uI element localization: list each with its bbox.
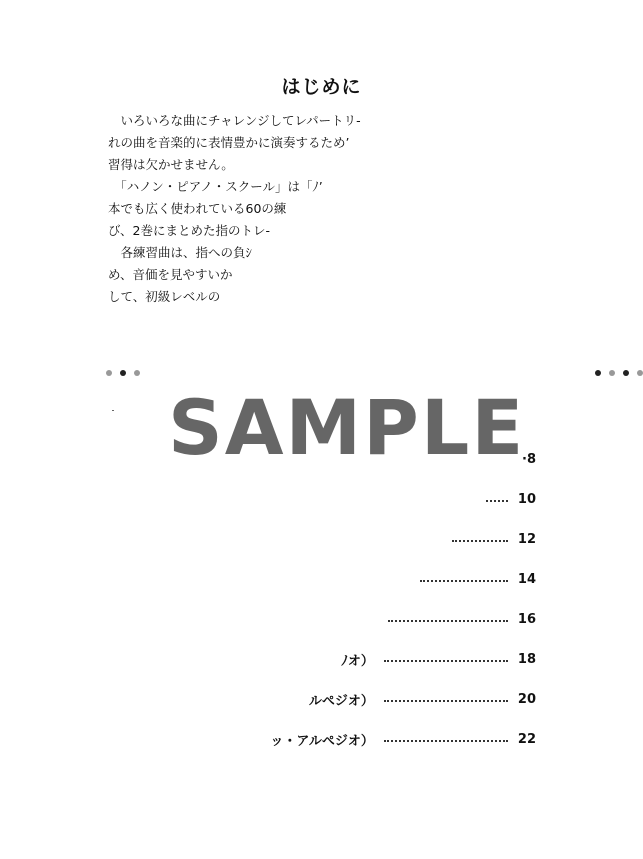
section-divider-dots-left: [106, 370, 140, 376]
intro-line: 習得は欠かせません。: [108, 157, 234, 172]
toc-leader: [384, 660, 508, 662]
toc-entry: [378, 608, 536, 630]
divider-dot: [637, 370, 643, 376]
toc-entry-page: 12: [517, 531, 536, 547]
toc-leader: [420, 580, 508, 582]
toc-entry-page: ·8: [522, 451, 536, 467]
intro-line: 本でも広く使われている60の練: [108, 201, 287, 216]
divider-dot: [623, 370, 629, 376]
toc-entry: [341, 648, 536, 670]
toc-entry: [270, 728, 536, 750]
toc-entry-label: ルペジオ）: [308, 693, 374, 709]
sample-watermark: SAMPLE: [168, 383, 526, 472]
toc-entry-label: ッ・アルペジオ）: [270, 733, 374, 749]
intro-line: び、2巻にまとめた指のトレ-: [108, 223, 270, 238]
toc-entry-label: ﾉオ）: [341, 653, 374, 669]
intro-text: [108, 110, 408, 308]
intro-line: して、初級レベルの: [108, 289, 221, 304]
toc-entry: [442, 528, 536, 550]
intro-line: いろいろな曲にチャレンジしてレパートリ-: [108, 113, 361, 128]
toc-entry: [476, 488, 536, 510]
toc-entry-page: 14: [517, 571, 536, 587]
toc-entry: [511, 448, 536, 470]
section-divider-dots-right: [595, 370, 643, 376]
toc-leader: [486, 500, 508, 502]
toc-entry-page: 16: [517, 611, 536, 627]
toc-entry-page: 22: [517, 731, 536, 747]
toc-entry: [410, 568, 536, 590]
intro-line: 各練習曲は、指への負ｼ: [108, 245, 252, 260]
toc-leader: [388, 620, 508, 622]
toc-entry-page: 18: [517, 651, 536, 667]
divider-dot: [134, 370, 140, 376]
divider-dot: [106, 370, 112, 376]
divider-dot: [595, 370, 601, 376]
intro-line: れの曲を音楽的に表情豊かに演奏するため’: [108, 135, 350, 150]
stray-mark: [112, 410, 114, 411]
divider-dot: [120, 370, 126, 376]
divider-dot: [609, 370, 615, 376]
intro-line: め、音価を見やすいか: [108, 267, 233, 282]
toc-leader: [384, 700, 508, 702]
toc-leader: [384, 740, 508, 742]
toc-entry: [309, 688, 536, 710]
toc-leader: [452, 540, 508, 542]
intro-line: 「ハノン・ピアノ・スクール」は「ﾉ’: [108, 179, 323, 194]
toc-entry-page: 20: [517, 691, 536, 707]
page-title: はじめに: [281, 76, 362, 98]
toc-entry-page: 10: [517, 491, 536, 507]
